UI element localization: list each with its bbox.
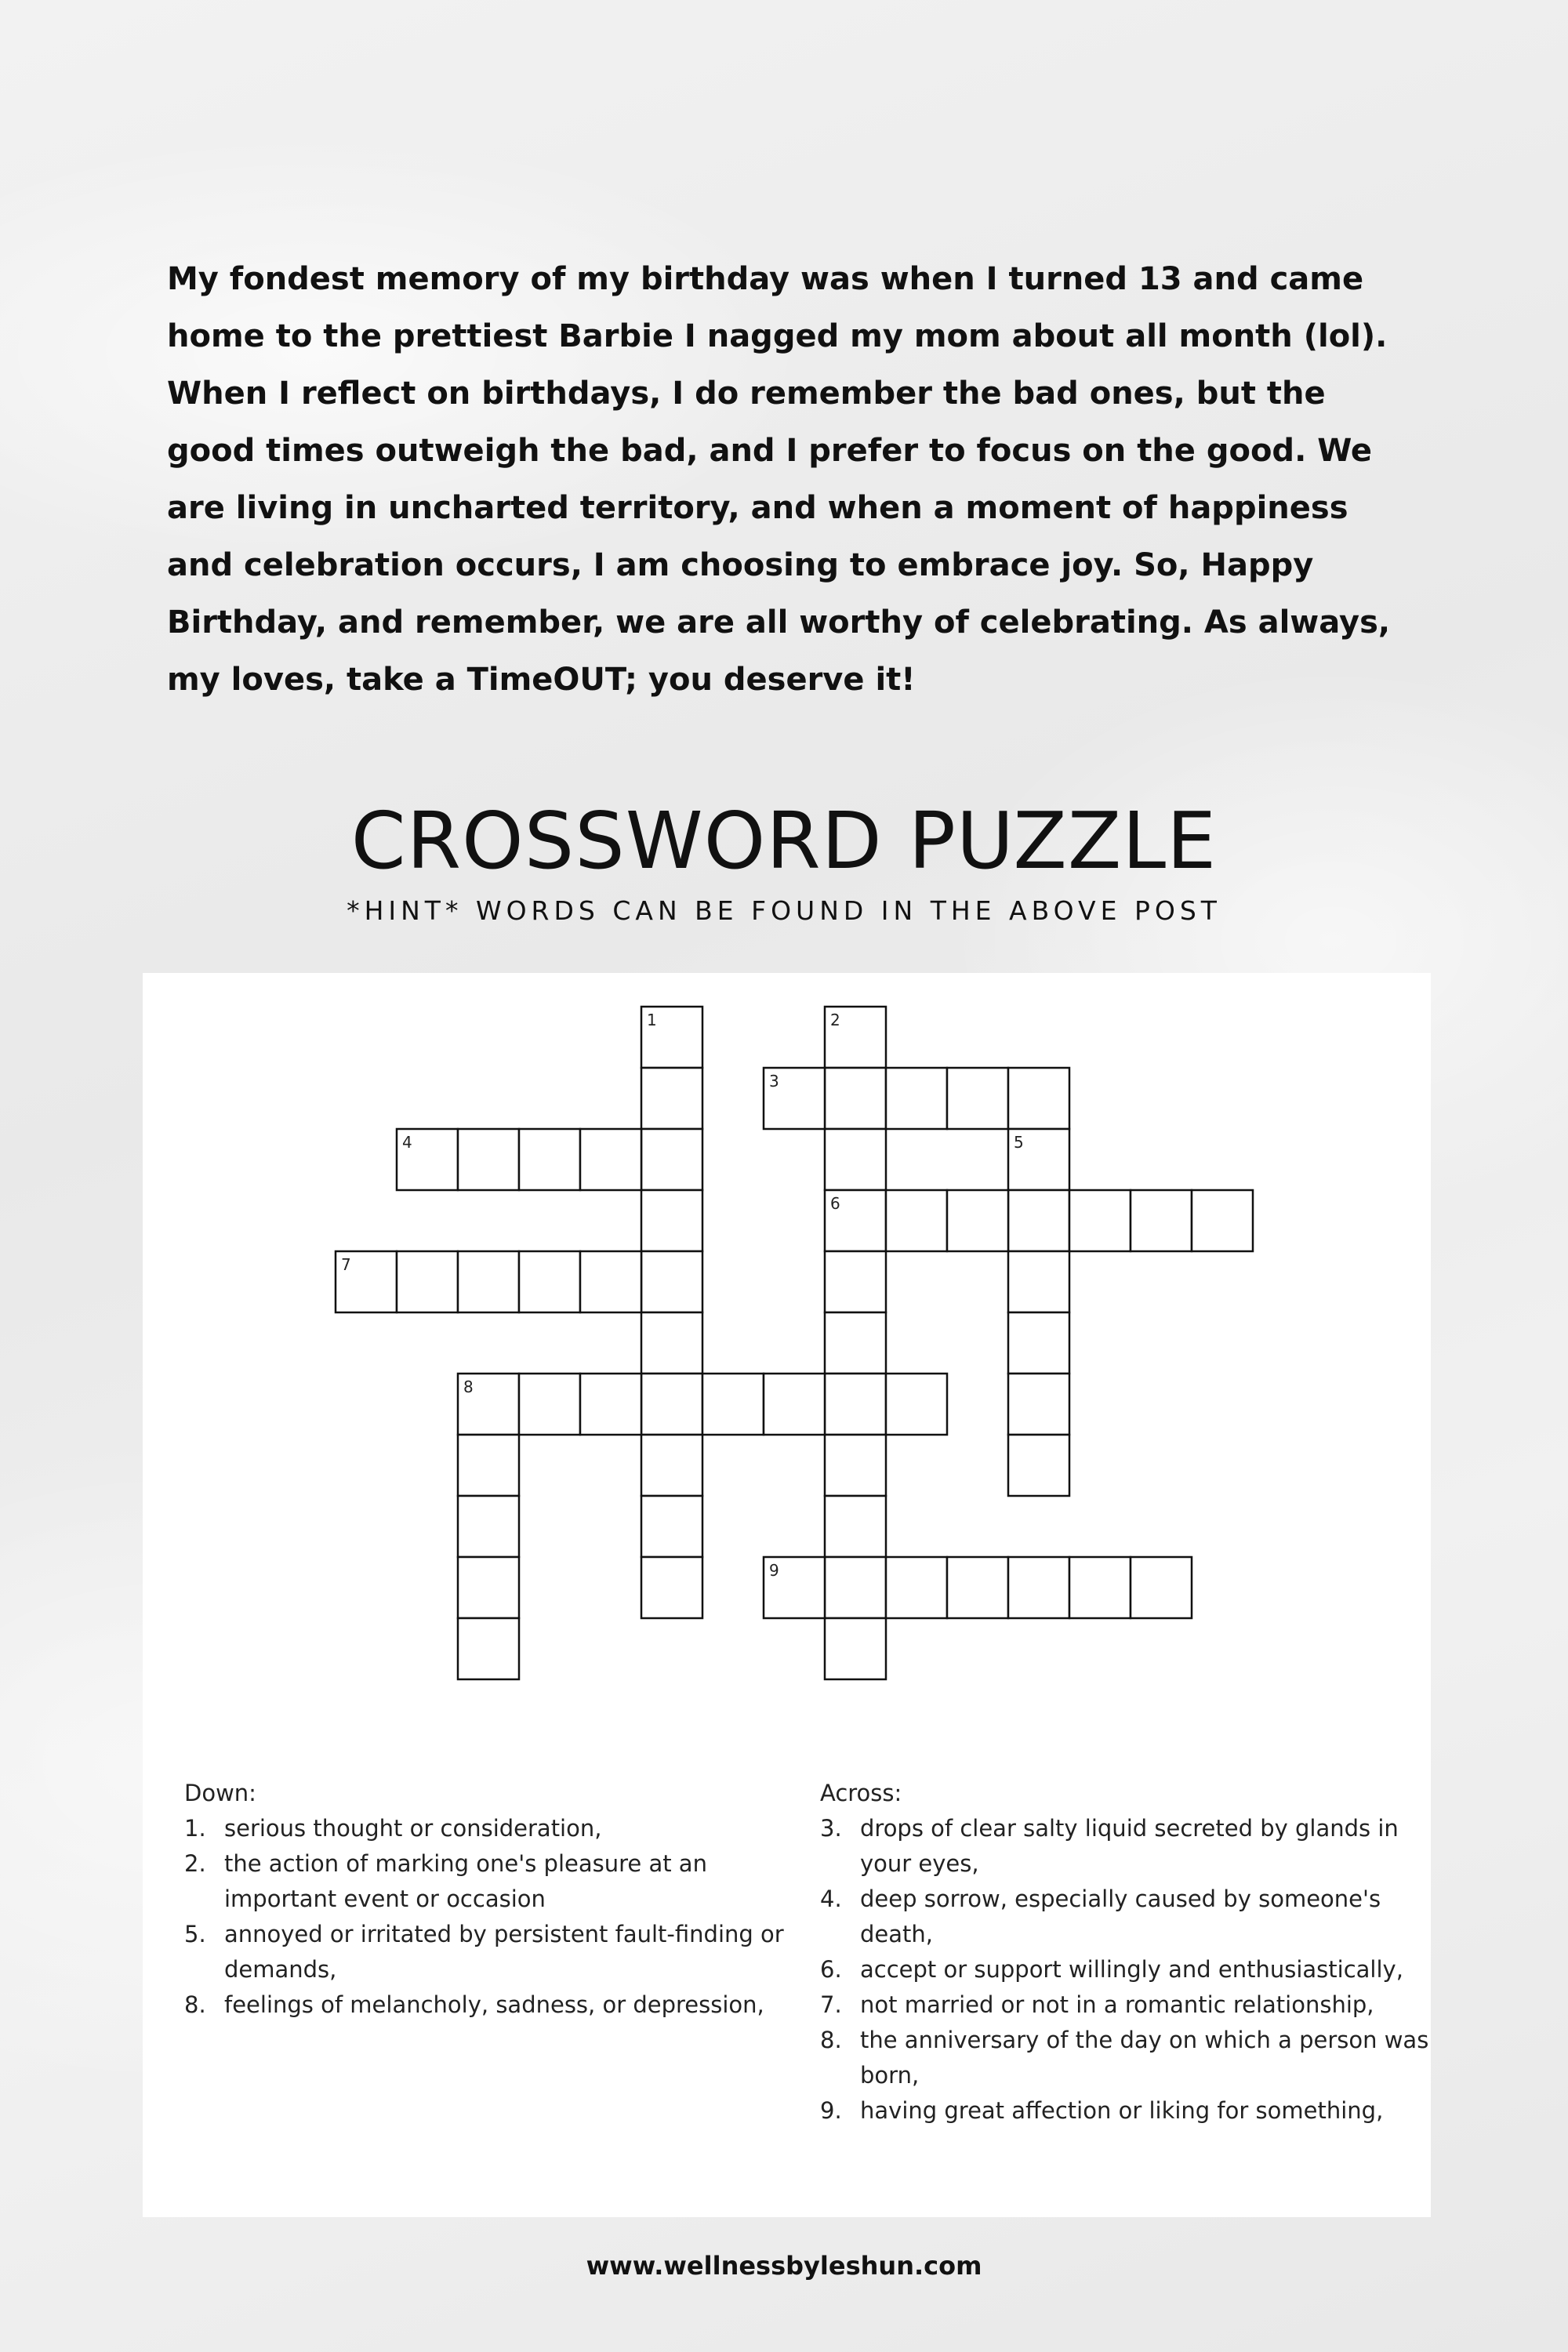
crossword-cell[interactable] <box>825 1618 886 1679</box>
crossword-cell[interactable] <box>519 1374 580 1435</box>
crossword-cell[interactable] <box>458 1557 519 1618</box>
cell-number: 2 <box>830 1011 840 1029</box>
down-clue-list <box>184 1811 788 2023</box>
crossword-cell[interactable] <box>641 1312 702 1374</box>
clue-number: 8. <box>184 1991 206 2018</box>
crossword-cell[interactable] <box>580 1374 641 1435</box>
cell-number: 8 <box>463 1377 474 1396</box>
crossword-cell[interactable] <box>641 1496 702 1557</box>
clue-item <box>820 2023 1432 2093</box>
crossword-cell[interactable] <box>458 1496 519 1557</box>
crossword-cell[interactable] <box>947 1557 1008 1618</box>
puzzle-title: CROSSWORD PUZZLE <box>350 795 1218 887</box>
crossword-cell[interactable] <box>1008 1435 1069 1496</box>
clue-text: deep sorrow, especially caused by someone's death, <box>860 1886 1381 1947</box>
crossword-cell[interactable] <box>519 1129 580 1190</box>
clue-item <box>184 1987 788 2023</box>
cell-number: 7 <box>341 1255 351 1274</box>
crossword-cell[interactable] <box>764 1374 825 1435</box>
crossword-cell[interactable] <box>702 1374 764 1435</box>
crossword-cell[interactable] <box>458 1618 519 1679</box>
crossword-cell[interactable] <box>641 1251 702 1312</box>
clue-number: 3. <box>820 1815 842 1842</box>
clue-text: annoyed or irritated by persistent fault-finding or demands, <box>224 1921 784 1983</box>
crossword-cell[interactable] <box>458 1251 519 1312</box>
clue-text: drops of clear salty liquid secreted by glands in your eyes, <box>860 1815 1399 1877</box>
crossword-cell[interactable] <box>1131 1190 1192 1251</box>
across-heading: Across: <box>820 1780 902 1806</box>
clue-item <box>820 1952 1432 1987</box>
crossword-cell[interactable] <box>1008 1190 1069 1251</box>
crossword-cell[interactable] <box>458 1435 519 1496</box>
cell-number: 4 <box>402 1133 412 1152</box>
puzzle-hint: *HINT* WORDS CAN BE FOUND IN THE ABOVE POST <box>347 895 1221 926</box>
crossword-cell[interactable] <box>947 1190 1008 1251</box>
crossword-grid <box>143 973 1431 1710</box>
crossword-cell[interactable] <box>886 1374 947 1435</box>
clue-item <box>820 1882 1432 1952</box>
crossword-cell[interactable] <box>825 1374 886 1435</box>
crossword-cell[interactable] <box>825 1435 886 1496</box>
clue-item <box>820 2093 1432 2129</box>
clue-item <box>184 1846 788 1917</box>
across-clue-list <box>820 1811 1432 2129</box>
crossword-cell[interactable] <box>641 1435 702 1496</box>
crossword-cell[interactable] <box>825 1557 886 1618</box>
crossword-cell[interactable] <box>947 1068 1008 1129</box>
crossword-cell[interactable] <box>1192 1190 1253 1251</box>
clue-item <box>184 1917 788 1987</box>
clue-text: the action of marking one's pleasure at an important event or occasion <box>224 1850 707 1912</box>
clue-number: 5. <box>184 1921 206 1947</box>
down-clues <box>184 1776 788 2023</box>
crossword-cell[interactable] <box>1008 1068 1069 1129</box>
crossword-cell[interactable] <box>1008 1251 1069 1312</box>
crossword-cell[interactable] <box>1131 1557 1192 1618</box>
crossword-cell[interactable] <box>1008 1374 1069 1435</box>
cell-number: 3 <box>769 1072 779 1091</box>
across-clues <box>820 1776 1432 2129</box>
clue-number: 4. <box>820 1886 842 1912</box>
cell-number: 9 <box>769 1561 779 1580</box>
crossword-cell[interactable] <box>825 1068 886 1129</box>
cell-number: 1 <box>647 1011 657 1029</box>
clue-number: 6. <box>820 1956 842 1983</box>
crossword-cell[interactable] <box>641 1374 702 1435</box>
crossword-cell[interactable] <box>825 1251 886 1312</box>
crossword-cell[interactable] <box>825 1496 886 1557</box>
clue-text: having great affection or liking for something, <box>860 2097 1384 2124</box>
crossword-cell[interactable] <box>1069 1557 1131 1618</box>
crossword-cell[interactable] <box>1069 1190 1131 1251</box>
cell-number: 5 <box>1014 1133 1024 1152</box>
clue-text: serious thought or consideration, <box>224 1815 602 1842</box>
crossword-cell[interactable] <box>1008 1312 1069 1374</box>
clue-text: accept or support willingly and enthusiastically, <box>860 1956 1403 1983</box>
clue-number: 8. <box>820 2027 842 2053</box>
post-paragraph: My fondest memory of my birthday was when I turned 13 and came home to the prettiest Barbie I nagged my mom about all month (lol). When I reflect on birthdays, I do remember the bad ones, but the good times outweigh the bad, and I prefer to focus on the good. We are living in uncharted territory, and when a moment of happiness and celebration occurs, I am choosing to embrace joy. So, Happy Birthday, and remember, we are all worthy of celebrating. As always, my loves, take a TimeOUT; you deserve it! <box>167 261 1391 698</box>
crossword-cell[interactable] <box>886 1190 947 1251</box>
clue-number: 2. <box>184 1850 206 1877</box>
clue-text: feelings of melancholy, sadness, or depression, <box>224 1991 764 2018</box>
crossword-cell[interactable] <box>825 1129 886 1190</box>
crossword-cell[interactable] <box>580 1251 641 1312</box>
crossword-cell[interactable] <box>641 1068 702 1129</box>
crossword-cell[interactable] <box>1008 1557 1069 1618</box>
website-url[interactable]: www.wellnessbyleshun.com <box>586 2251 982 2281</box>
clue-item <box>184 1811 788 1846</box>
crossword-cell[interactable] <box>519 1251 580 1312</box>
clue-item <box>820 1987 1432 2023</box>
clue-number: 9. <box>820 2097 842 2124</box>
blog-post <box>167 251 1414 709</box>
crossword-cell[interactable] <box>580 1129 641 1190</box>
down-heading: Down: <box>184 1780 256 1806</box>
clue-number: 1. <box>184 1815 206 1842</box>
clue-text: not married or not in a romantic relationship, <box>860 1991 1374 2018</box>
crossword-cell[interactable] <box>458 1129 519 1190</box>
cell-number: 6 <box>830 1194 840 1213</box>
crossword-cell[interactable] <box>886 1068 947 1129</box>
crossword-cell[interactable] <box>397 1251 458 1312</box>
crossword-cell[interactable] <box>641 1190 702 1251</box>
crossword-cell[interactable] <box>825 1312 886 1374</box>
crossword-cell[interactable] <box>886 1557 947 1618</box>
crossword-cell[interactable] <box>641 1129 702 1190</box>
clue-number: 7. <box>820 1991 842 2018</box>
clue-item <box>820 1811 1432 1882</box>
crossword-cell[interactable] <box>641 1557 702 1618</box>
clue-text: the anniversary of the day on which a person was born, <box>860 2027 1429 2089</box>
